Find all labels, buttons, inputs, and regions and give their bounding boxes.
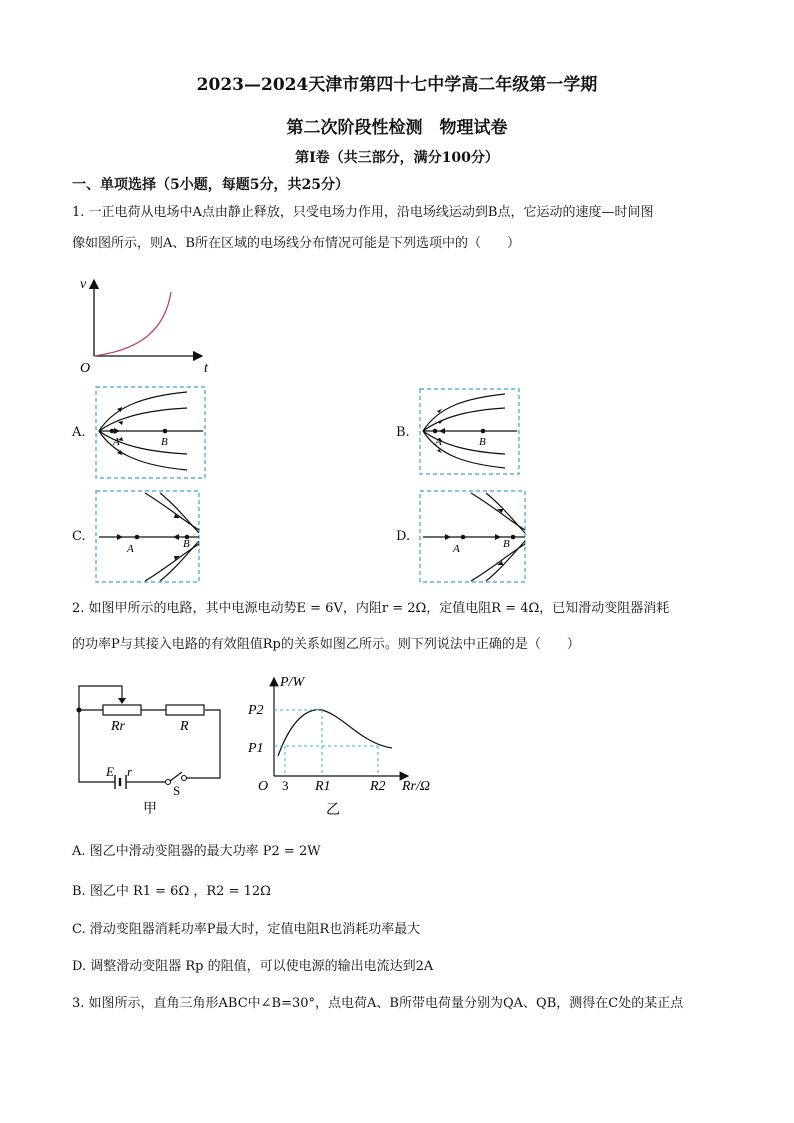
- p1-label: P1: [248, 741, 264, 756]
- resistor: [166, 705, 204, 715]
- internal-resistance-label: r: [127, 764, 133, 779]
- label-b: B: [479, 436, 486, 448]
- question-1-line-2: 像如图所示，则A、B所在区域的电场线分布情况可能是下列选项中的（ ）: [72, 236, 520, 251]
- switch: [166, 780, 171, 785]
- option-a-field-diagram[interactable]: [95, 386, 207, 480]
- option-2d[interactable]: D. 调整滑动变阻器 Rp 的阻值，可以使电源的输出电流达到2A: [72, 959, 434, 974]
- exam-title: 2023—2024天津市第四十七中学高二年级第一学期: [196, 75, 598, 95]
- v-axis-label: v: [80, 277, 87, 292]
- resistor-label: R: [180, 719, 189, 734]
- rheostat: [103, 705, 141, 715]
- option-c-field-diagram[interactable]: [95, 490, 201, 584]
- exam-subtitle: 第二次阶段性检测 物理试卷: [286, 118, 508, 138]
- origin-label: O: [80, 361, 91, 376]
- section-heading: 一、单项选择（5小题，每题5分，共25分）: [72, 177, 349, 193]
- emf-label: E: [106, 764, 114, 779]
- label-b: B: [161, 436, 168, 448]
- power-curve: [278, 710, 392, 756]
- option-2b[interactable]: B. 图乙中 R1 = 6Ω ，R2 = 12Ω: [72, 884, 271, 899]
- question-2-line-1: 2. 如图甲所示的电路，其中电源电动势E = 6V，内阻r = 2Ω，定值电阻R = 4Ω，已知滑动变阻器消耗: [72, 601, 670, 616]
- r1-label: R1: [315, 779, 331, 794]
- question-1-line-1: 1. 一正电荷从电场中A点由静止释放，只受电场力作用，沿电场线运动到B点，它运动的速度—时间图: [72, 205, 654, 220]
- option-2a[interactable]: A. 图乙中滑动变阻器的最大功率 P2 = 2W: [72, 844, 321, 859]
- t-axis-label: t: [204, 361, 208, 376]
- switch-label: S: [173, 783, 181, 798]
- option-d-label[interactable]: D.: [396, 529, 411, 544]
- velocity-time-graph: [70, 270, 220, 380]
- label-b: B: [503, 538, 510, 550]
- point-a: [110, 429, 115, 434]
- label-a: A: [113, 436, 120, 448]
- question-2-line-2: 的功率P与其接入电路的有效阻值Rp的关系如图乙所示。则下列说法中正确的是（ ）: [72, 637, 580, 652]
- option-b-field-diagram[interactable]: [419, 388, 521, 476]
- x-axis-label: Rr/Ω: [402, 779, 431, 794]
- origin-label: O: [258, 779, 269, 794]
- circuit-caption: 甲: [143, 802, 157, 817]
- option-b-label[interactable]: B.: [396, 425, 410, 440]
- label-a: A: [127, 543, 134, 555]
- point-b: [163, 429, 168, 434]
- label-a: A: [453, 543, 460, 555]
- circuit-diagram: [70, 680, 230, 820]
- option-d-field-diagram[interactable]: [419, 490, 527, 584]
- r2-label: R2: [370, 779, 386, 794]
- option-2c[interactable]: C. 滑动变阻器消耗功率P最大时，定值电阻R也消耗功率最大: [72, 922, 421, 937]
- graph-caption: 乙: [326, 803, 340, 818]
- velocity-curve: [94, 292, 171, 356]
- rheostat-label: Rr: [111, 719, 125, 734]
- question-3-line-1: 3. 如图所示，直角三角形ABC中∠B=30°，点电荷A、B所带电荷量分别为QA、QB，测得在C处的某正点: [72, 996, 684, 1011]
- label-a: A: [435, 436, 442, 448]
- y-axis-label: P/W: [280, 675, 305, 690]
- option-a-label[interactable]: A.: [72, 425, 86, 440]
- part-heading: 第Ⅰ卷（共三部分，满分100分）: [295, 150, 499, 166]
- option-c-label[interactable]: C.: [72, 529, 86, 544]
- power-resistance-graph: [242, 668, 452, 822]
- p2-label: P2: [248, 703, 264, 718]
- label-b: B: [183, 538, 190, 550]
- tick-3: 3: [282, 778, 289, 793]
